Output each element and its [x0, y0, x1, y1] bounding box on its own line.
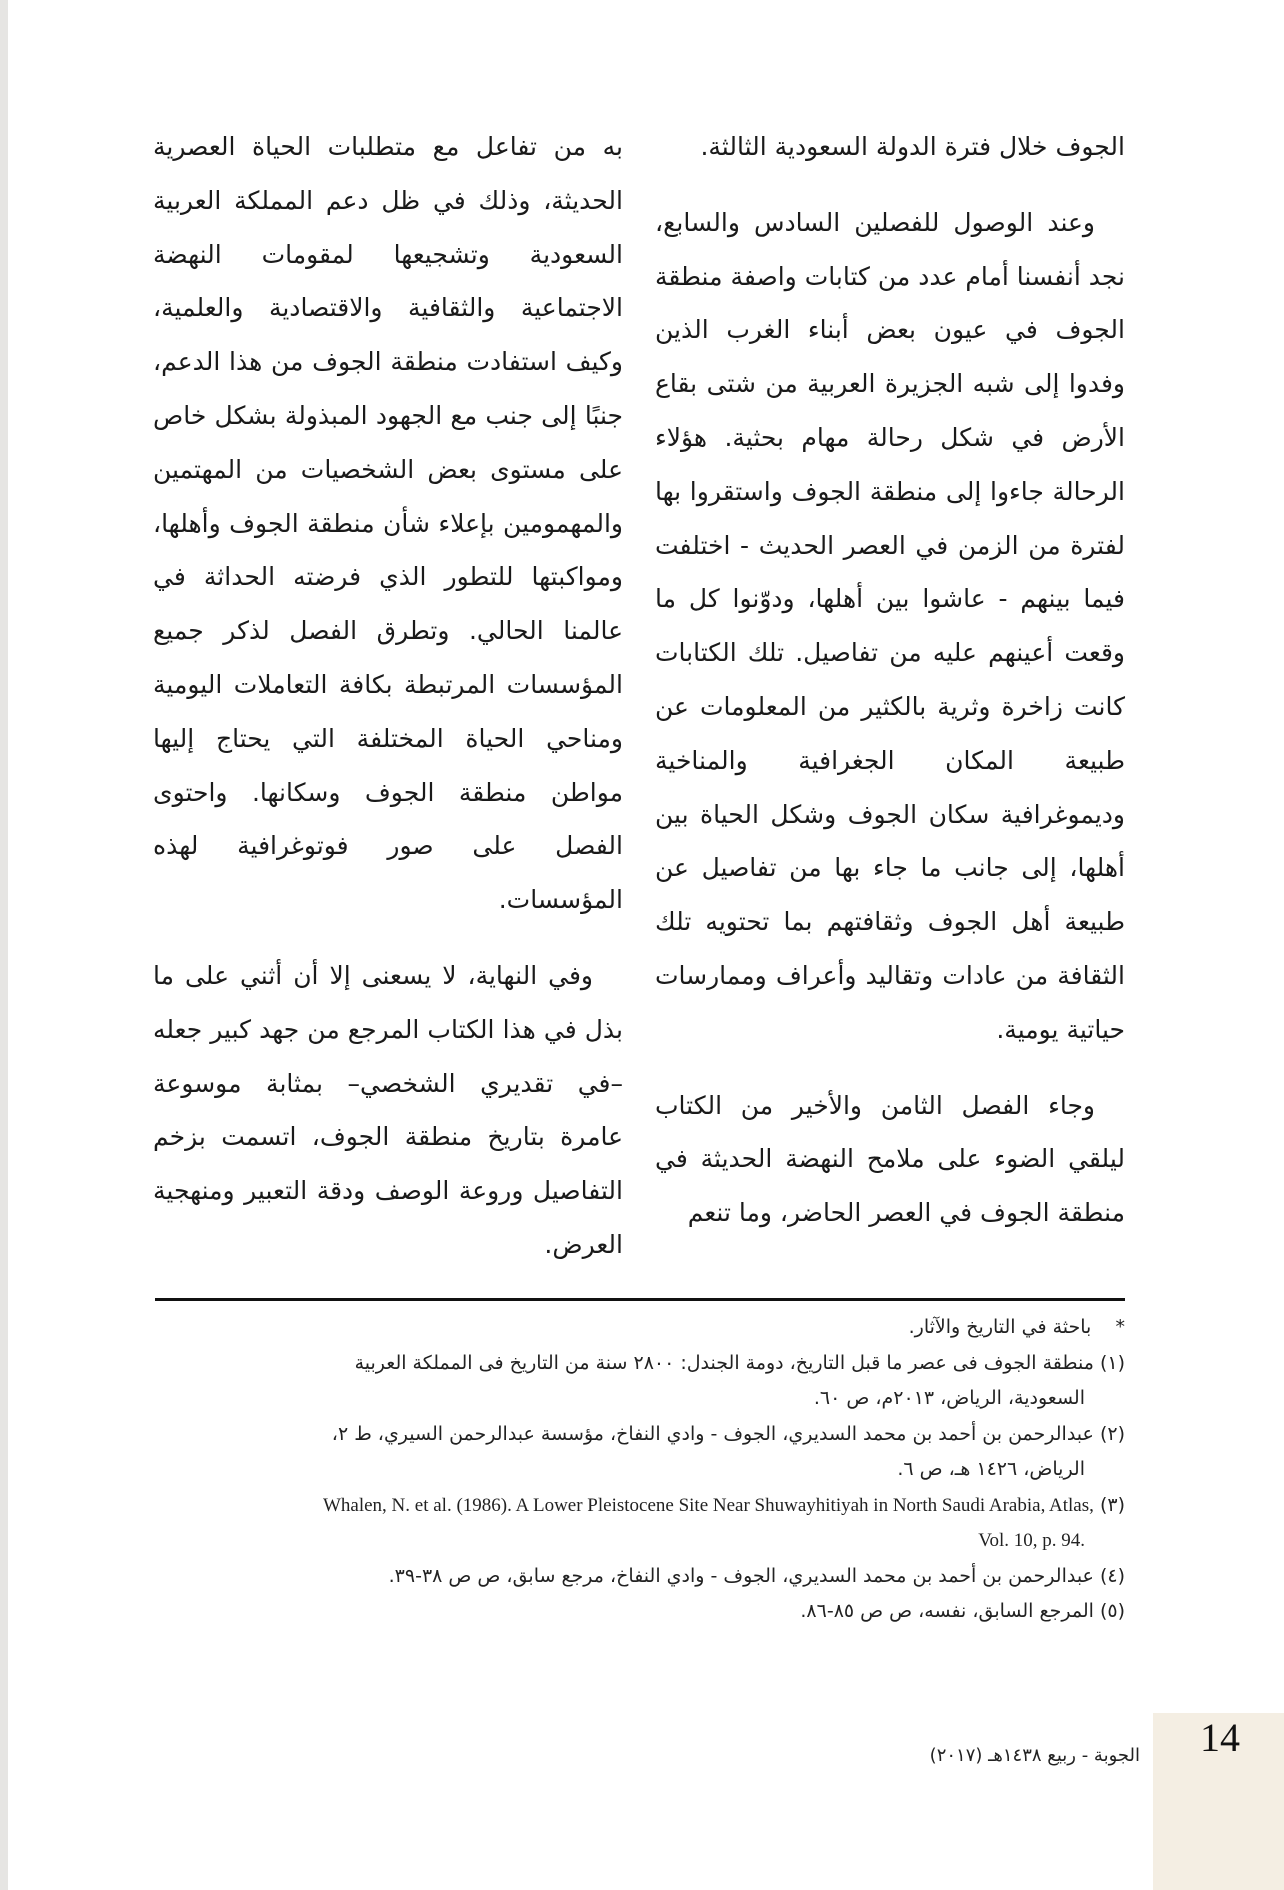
footnote — [155, 1310, 1125, 1346]
footnote-marker: (٢) — [1099, 1422, 1125, 1445]
paragraph: وفي النهاية، لا يسعنى إلا أن أثني على ما بذل في هذا الكتاب المرجع من جهد كبير جعله –في تقديري الشخصي– بمثابة موسوعة عامرة بتاريخ منطقة الجوف، اتسمت بزخم التفاصيل وروعة الوصف ودقة التعبير ومنهجية العرض. — [153, 960, 623, 1259]
footnote — [155, 1594, 1125, 1630]
footnote-marker: (١) — [1099, 1351, 1125, 1374]
footnote-marker: (٣) — [1099, 1493, 1125, 1516]
footnote — [155, 1559, 1125, 1595]
footnote-text: باحثة في التاريخ والآثار. — [908, 1316, 1092, 1338]
footnote-text-continued: السعودية، الرياض، ٢٠١٣م، ص ٦٠. — [813, 1387, 1085, 1409]
footnote-text-continued: الرياض، ١٤٢٦ هـ، ص ٦. — [897, 1458, 1085, 1480]
footnote-text: Whalen, N. et al. (1986). A Lower Pleistocene Site Near Shuwayhitiyah in North Saudi Arabia, Atlas, — [322, 1494, 1094, 1516]
article-column-left — [153, 120, 623, 1272]
footnote — [155, 1488, 1125, 1559]
issue-label: الجوبة - ربيع ١٤٣٨هـ (٢٠١٧) — [929, 1745, 1140, 1766]
paragraph: الجوف خلال فترة الدولة السعودية الثالثة. — [700, 132, 1125, 161]
footnote-text-continued: .Vol. 10, p. 94 — [978, 1530, 1085, 1551]
footnote-marker: (٤) — [1099, 1564, 1125, 1587]
footnote-text: منطقة الجوف فى عصر ما قبل التاريخ، دومة الجندل: ٢٨٠٠ سنة من التاريخ فى المملكة العربية — [354, 1351, 1094, 1374]
paragraph: به من تفاعل مع متطلبات الحياة العصرية الحديثة، وذلك في ظل دعم المملكة العربية السعودية وتشجيعها لمقومات النهضة الاجتماعية والثقافية والاقتصادية والعلمية، وكيف استفادت منطقة الجوف من هذا الدعم، جنبًا إلى جنب مع الجهود المبذولة بشكل خاص على مستوى بعض الشخصيات من المهتمين والمهمومين بإعلاء شأن منطقة الجوف وأهلها، ومواكبتها للتطور الذي فرضته الحداثة في عالمنا الحالي. وتطرق الفصل لذكر جميع المؤسسات المرتبطة بكافة التعاملات اليومية ومناحي الحياة المختلفة التي يحتاج إليها مواطن منطقة الجوف وسكانها. واحتوى الفصل على صور فوتوغرافية لهذه المؤسسات. — [153, 132, 623, 915]
footnote-text: عبدالرحمن بن أحمد بن محمد السديري، الجوف - وادي النفاخ، مؤسسة عبدالرحمن السيري، ط ٢، — [331, 1422, 1094, 1445]
page-number: 14 — [1200, 1715, 1240, 1760]
footnote-marker: (٥) — [1099, 1600, 1125, 1622]
footnote-text: المرجع السابق، نفسه، ص ص ٨٥-٨٦. — [800, 1600, 1094, 1622]
footnote-divider — [155, 1298, 1125, 1301]
footnote — [155, 1417, 1125, 1488]
paragraph: وجاء الفصل الثامن والأخير من الكتاب ليلقي الضوء على ملامح النهضة الحديثة في منطقة الجوف في العصر الحاضر، وما تنعم — [655, 1090, 1125, 1228]
footnote — [155, 1346, 1125, 1417]
footnote-text: عبدالرحمن بن أحمد بن محمد السديري، الجوف - وادي النفاخ، مرجع سابق، ص ص ٣٨-٣٩. — [388, 1564, 1094, 1587]
article-column-right — [655, 120, 1125, 1240]
footnote-marker: * — [1115, 1316, 1125, 1338]
paragraph: وعند الوصول للفصلين السادس والسابع، نجد أنفسنا أمام عدد من كتابات واصفة منطقة الجوف في عيون بعض أبناء الغرب الذين وفدوا إلى شبه الجزيرة العربية من شتى بقاع الأرض في شكل رحالة مهام بحثية. هؤلاء الرحالة جاءوا إلى منطقة الجوف واستقروا بها لفترة من الزمن في العصر الحديث - اختلفت فيما بينهم - عاشوا بين أهلها، ودوّنوا كل ما وقعت أعينهم عليه من تفاصيل. تلك الكتابات كانت زاخرة وثرية بالكثير من المعلومات عن طبيعة المكان الجغرافية والمناخية وديموغرافية سكان الجوف وشكل الحياة بين أهلها، إلى جانب ما جاء بها من تفاصيل عن طبيعة أهل الجوف وثقافتهم بما تحتويه تلك الثقافة من عادات وتقاليد وأعراف وممارسات حياتية يومية. — [655, 207, 1125, 1044]
footnotes — [155, 1310, 1125, 1630]
